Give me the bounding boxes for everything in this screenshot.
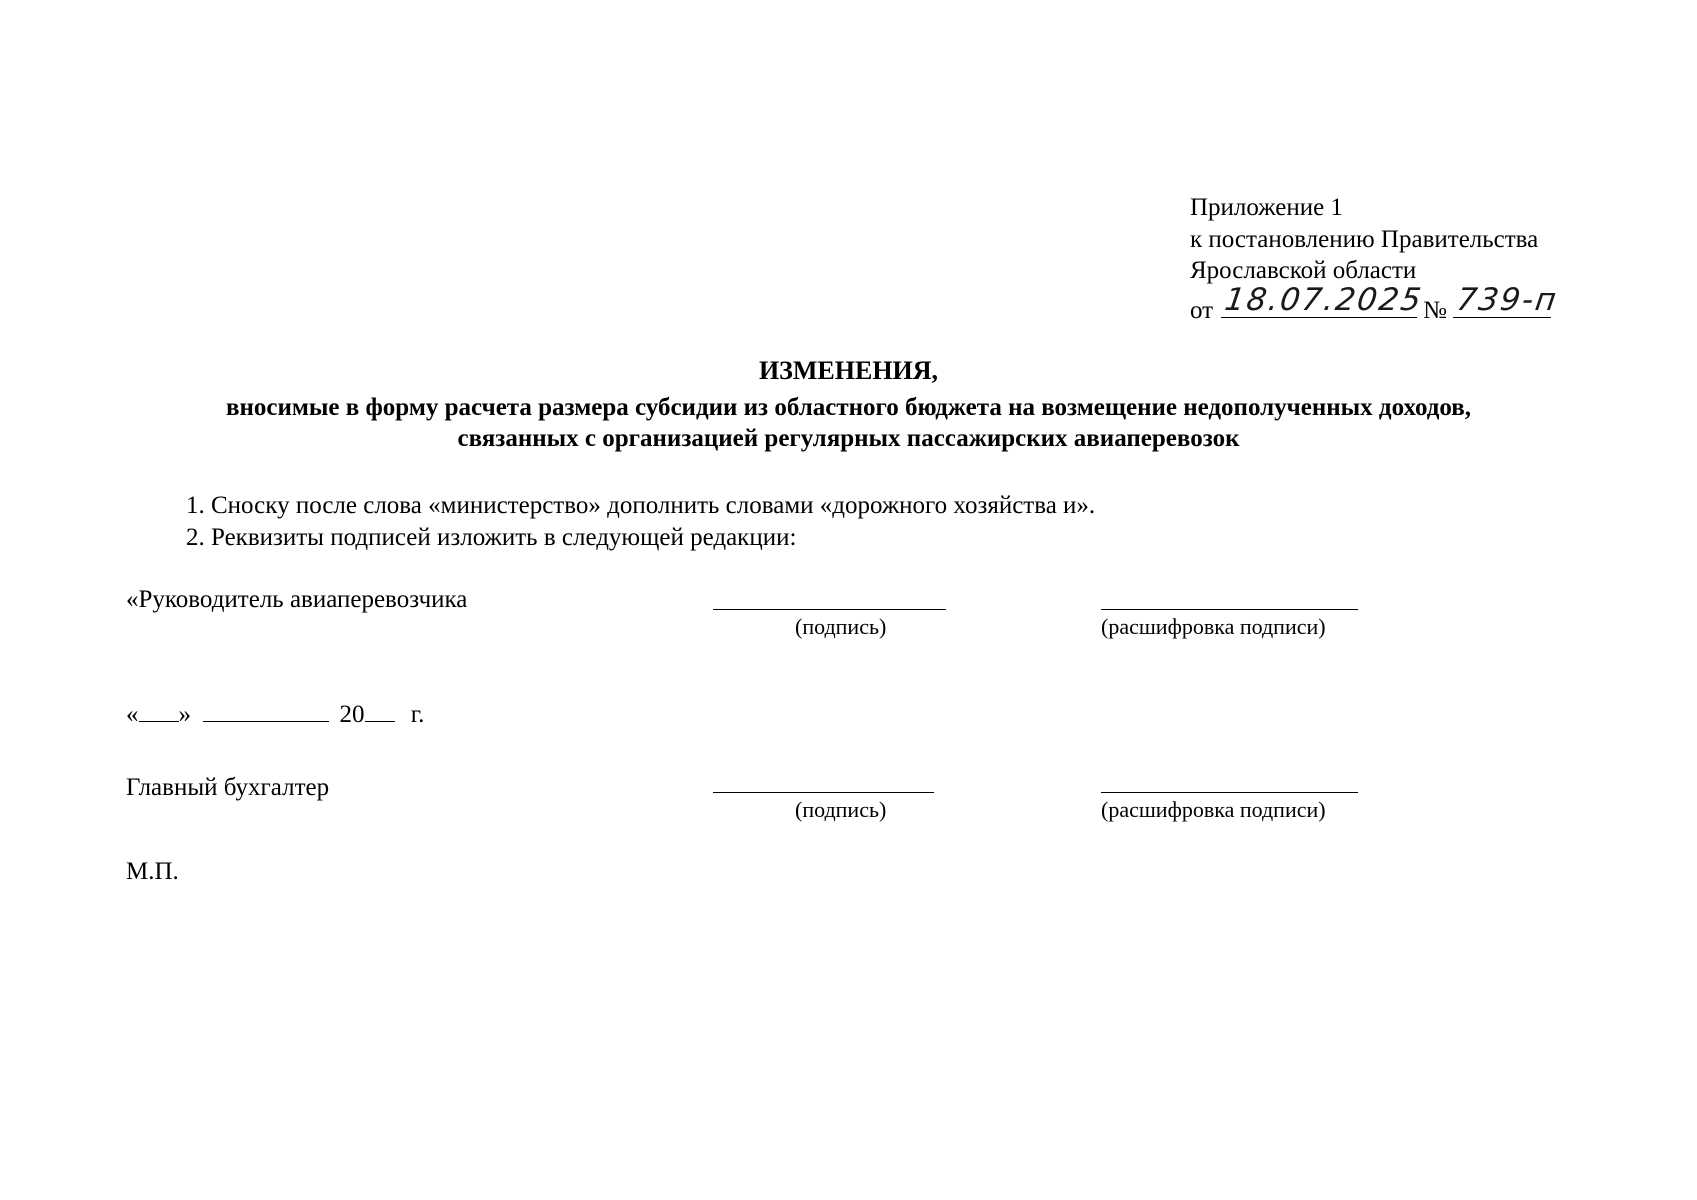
body-item-1: 1. Сноску после слова «министерство» дополнить словами «дорожного хозяйства и». — [186, 492, 1096, 519]
date-year-blank — [365, 697, 395, 722]
document-subtitle-line-1: вносимые в форму расчета размера субсидии из областного бюджета на возмещение недополученных доходов, — [225, 394, 1472, 421]
date-month-blank — [203, 697, 329, 722]
carrier-head-signature-line — [713, 609, 946, 610]
appendix-line-1: Приложение 1 — [1190, 194, 1343, 221]
carrier-head-label: «Руководитель авиаперевозчика — [126, 586, 468, 613]
chief-accountant-decoding-caption: (расшифровка подписи) — [1101, 797, 1326, 822]
body-item-2: 2. Реквизиты подписей изложить в следующей редакции: — [186, 524, 797, 551]
seal-label: М.П. — [126, 858, 179, 885]
chief-accountant-signature-line — [713, 792, 934, 793]
chief-accountant-decoding-line — [1101, 792, 1358, 793]
carrier-head-decoding-line — [1101, 609, 1358, 610]
from-label: от — [1190, 296, 1214, 324]
appendix-line-3: Ярославской области — [1190, 257, 1417, 284]
chief-accountant-signature-caption: (подпись) — [795, 797, 887, 822]
document-subtitle-line-2: связанных с организацией регулярных пассажирских авиаперевозок — [457, 425, 1240, 452]
handwritten-number: 739-п — [1454, 281, 1561, 318]
appendix-block — [1190, 192, 1561, 326]
date-year-prefix: 20 — [339, 701, 365, 728]
date-row — [126, 697, 424, 731]
date-close-quote: » — [178, 701, 191, 728]
carrier-head-decoding-caption: (расшифровка подписи) — [1101, 614, 1326, 639]
appendix-line-2: к постановлению Правительства — [1190, 225, 1539, 253]
date-field — [1221, 281, 1426, 318]
appendix-date-number-row — [1190, 281, 1561, 327]
date-open-quote: « — [126, 701, 139, 728]
number-label: № — [1423, 296, 1447, 324]
number-field — [1453, 281, 1561, 318]
date-year-suffix: г. — [410, 701, 425, 728]
date-day-blank — [139, 697, 179, 722]
document-heading: ИЗМЕНЕНИЯ, — [758, 356, 939, 385]
handwritten-date: 18.07.2025 — [1222, 281, 1426, 318]
carrier-head-signature-caption: (подпись) — [795, 614, 887, 639]
chief-accountant-label: Главный бухгалтер — [126, 774, 330, 801]
